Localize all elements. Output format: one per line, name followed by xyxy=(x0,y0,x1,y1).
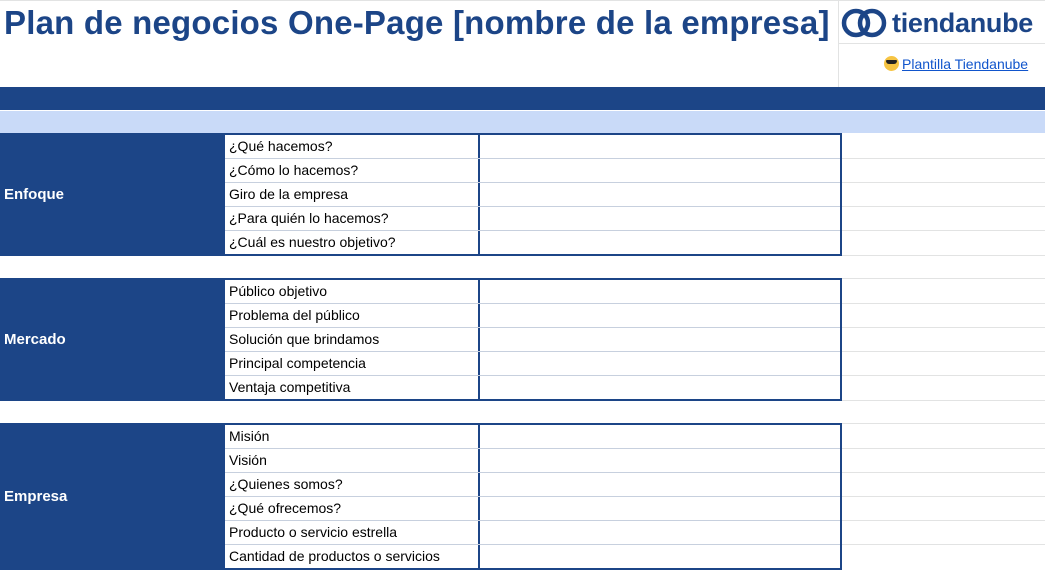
table-row xyxy=(225,280,840,304)
template-link-text[interactable]: Plantilla Tiendanube xyxy=(902,56,1029,72)
answer-cell[interactable] xyxy=(478,473,838,496)
question-cell: Ventaja competitiva xyxy=(229,379,351,395)
gridline xyxy=(840,255,1045,256)
question-cell: ¿Quienes somos? xyxy=(229,476,343,492)
answer-cell[interactable] xyxy=(478,425,838,448)
answer-cell[interactable] xyxy=(478,352,838,375)
table-row xyxy=(225,521,840,545)
question-cell: ¿Qué ofrecemos? xyxy=(229,500,342,516)
section-label: Enfoque xyxy=(0,135,225,254)
section-label: Mercado xyxy=(0,280,225,399)
gridline xyxy=(840,544,1045,545)
question-cell: Visión xyxy=(229,452,267,468)
gridline xyxy=(840,278,1045,279)
question-list xyxy=(225,135,840,255)
gridline xyxy=(840,206,1045,207)
header-band-dark xyxy=(0,87,1045,110)
question-list xyxy=(225,280,840,400)
logo-text: tiendanube xyxy=(892,7,1034,38)
answer-cell[interactable] xyxy=(478,280,838,303)
gridline xyxy=(838,43,1045,44)
question-cell: ¿Cuál es nuestro objetivo? xyxy=(229,234,396,250)
answer-cell[interactable] xyxy=(478,328,838,351)
question-cell: Público objetivo xyxy=(229,283,328,299)
table-row xyxy=(225,545,840,569)
answer-cell[interactable] xyxy=(478,545,838,568)
cloud-logo-icon xyxy=(840,6,888,40)
table-row xyxy=(225,497,840,521)
section-label: Empresa xyxy=(0,425,225,568)
table-row xyxy=(225,183,840,207)
section-enfoque xyxy=(0,133,840,256)
section-border xyxy=(840,278,842,401)
gridline xyxy=(0,0,1045,1)
question-cell: Cantidad de productos o servicios xyxy=(229,548,440,564)
table-row xyxy=(225,159,840,183)
answer-cell[interactable] xyxy=(478,521,838,544)
question-cell: Producto o servicio estrella xyxy=(229,524,398,540)
question-cell: ¿Cómo lo hacemos? xyxy=(229,162,359,178)
question-cell: Misión xyxy=(229,428,270,444)
question-cell: Principal competencia xyxy=(229,355,366,371)
question-list xyxy=(225,425,840,569)
table-row xyxy=(225,449,840,473)
table-row xyxy=(225,425,840,449)
section-empresa xyxy=(0,423,840,570)
gridline xyxy=(840,400,1045,401)
question-cell: Giro de la empresa xyxy=(229,186,349,202)
answer-cell[interactable] xyxy=(478,207,838,230)
question-cell: ¿Qué hacemos? xyxy=(229,138,333,154)
answer-cell[interactable] xyxy=(478,135,838,158)
gridline xyxy=(840,423,1045,424)
gridline xyxy=(840,520,1045,521)
question-cell: Problema del público xyxy=(229,307,360,323)
gridline xyxy=(840,375,1045,376)
answer-cell[interactable] xyxy=(478,497,838,520)
template-link[interactable] xyxy=(884,56,1028,72)
table-row xyxy=(225,231,840,255)
table-row xyxy=(225,376,840,400)
table-row xyxy=(225,473,840,497)
question-cell: Solución que brindamos xyxy=(229,331,380,347)
answer-cell[interactable] xyxy=(478,183,838,206)
table-row xyxy=(225,304,840,328)
question-cell: ¿Para quién lo hacemos? xyxy=(229,210,389,226)
section-mercado xyxy=(0,278,840,401)
tiendanube-logo xyxy=(838,4,1044,42)
section-border xyxy=(840,423,842,570)
gridline xyxy=(840,303,1045,304)
gridline xyxy=(840,327,1045,328)
gridline xyxy=(840,351,1045,352)
table-row xyxy=(225,328,840,352)
gridline xyxy=(840,448,1045,449)
table-row xyxy=(225,135,840,159)
answer-cell[interactable] xyxy=(478,159,838,182)
answer-cell[interactable] xyxy=(478,231,838,254)
gridline xyxy=(840,158,1045,159)
answer-cell[interactable] xyxy=(478,449,838,472)
table-row xyxy=(225,207,840,231)
gridline xyxy=(840,182,1045,183)
gridline xyxy=(840,496,1045,497)
sunglasses-emoji-icon xyxy=(884,56,899,71)
table-row xyxy=(225,352,840,376)
answer-cell[interactable] xyxy=(478,304,838,327)
header-band-light xyxy=(0,111,1045,133)
gridline xyxy=(840,472,1045,473)
page-title: Plan de negocios One-Page [nombre de la empresa] xyxy=(4,4,830,41)
gridline xyxy=(840,230,1045,231)
section-border xyxy=(840,133,842,256)
answer-cell[interactable] xyxy=(478,376,838,399)
